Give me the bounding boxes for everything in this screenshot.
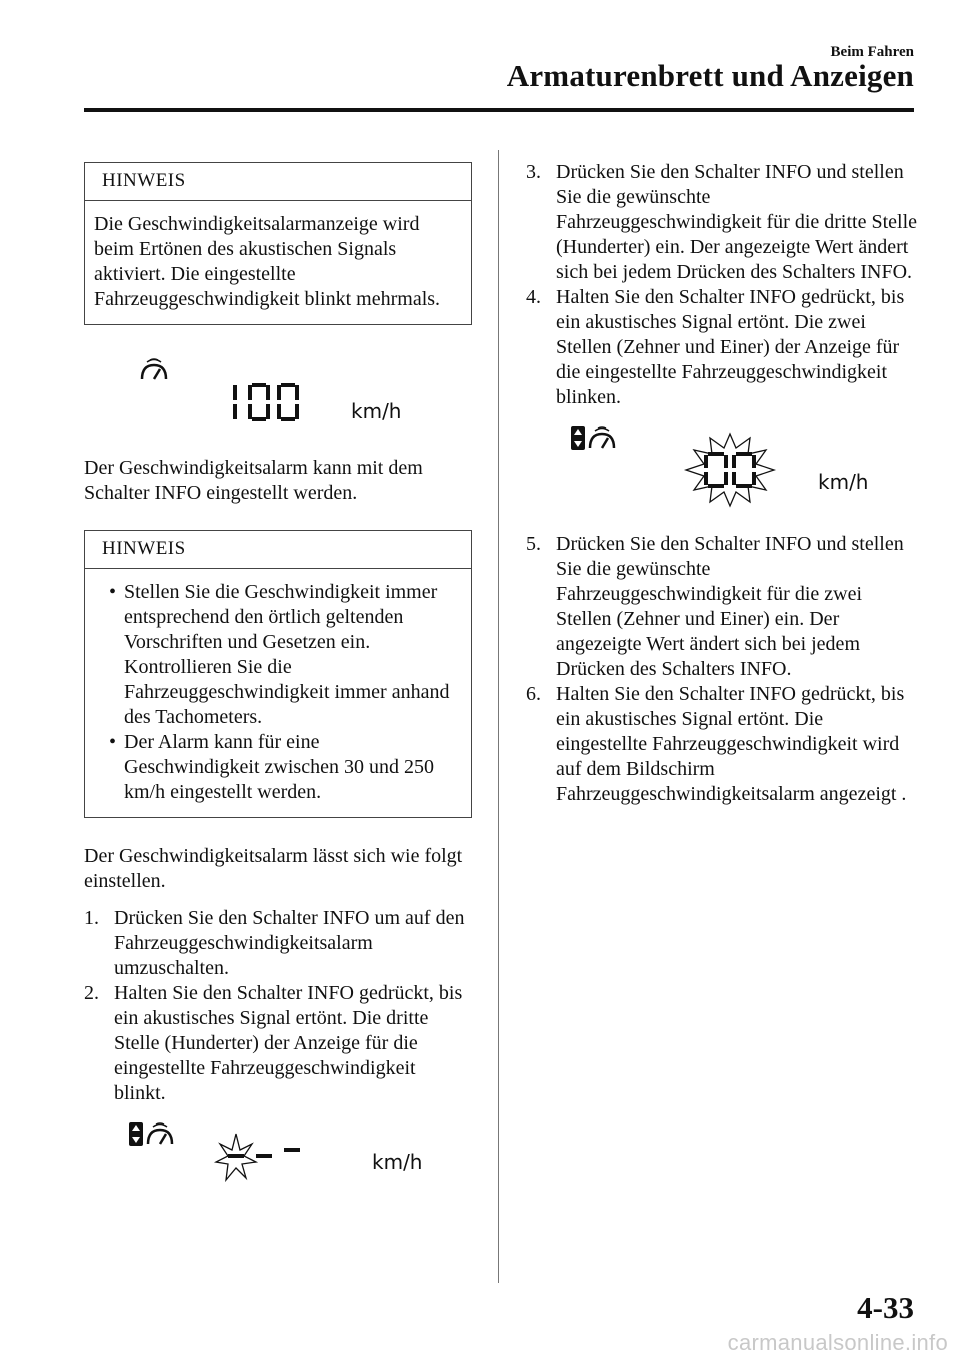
speed-unit-label: km/h bbox=[818, 470, 869, 494]
step-text: Halten Sie den Schalter INFO gedrückt, bis ein akustisches Signal ertönt. Die dritte Stelle (Hunderter) der Anzeige für die eingestellte Fahrzeuggeschwindigkeit blinkt. bbox=[114, 982, 463, 1104]
left-column bbox=[84, 162, 472, 1198]
column-divider bbox=[498, 150, 499, 1283]
bullet-text: Der Alarm kann für eine Geschwindigkeit zwischen 30 und 250 km/h eingestellt werden. bbox=[124, 731, 434, 803]
speed-readout-100 bbox=[230, 383, 302, 421]
header-rule bbox=[84, 108, 914, 112]
note-box-2 bbox=[84, 530, 472, 818]
note-body bbox=[85, 569, 471, 817]
note-title: HINWEIS bbox=[85, 531, 471, 569]
setup-paragraph: Der Geschwindigkeitsalarm lässt sich wie folgt einstellen. bbox=[84, 845, 463, 892]
speed-unit-label: km/h bbox=[351, 399, 402, 423]
step-item bbox=[526, 682, 918, 807]
bullet-icon: • bbox=[109, 731, 117, 753]
step-text: Halten Sie den Schalter INFO gedrückt, bis ein akustisches Signal ertönt. Die eingestellte Fahrzeuggeschwindigkeit wird auf dem Bildschirm Fahrzeuggeschwindigkeitsalarm angezeigt . bbox=[556, 683, 907, 805]
step-number: 6. bbox=[526, 683, 541, 705]
step-item bbox=[84, 906, 472, 981]
step-number: 5. bbox=[526, 533, 541, 555]
step-text: Drücken Sie den Schalter INFO und stellen Sie die gewünschte Fahrzeuggeschwindigkeit für die zwei Stellen (Zehner und Einer) ein. Der angezeigte Wert ändert sich bei jedem Drücken des Schalters INFO. bbox=[556, 533, 904, 680]
step-number: 4. bbox=[526, 286, 541, 308]
watermark: carmanualsonline.info bbox=[727, 1330, 948, 1355]
step-item bbox=[526, 532, 918, 682]
bullet-text: Stellen Sie die Geschwindigkeit immer entsprechend den örtlich geltenden Vorschriften und Gesetzen ein. Kontrollieren Sie die Fahrzeuggeschwindigkeit immer anhand des Tachometers. bbox=[124, 581, 450, 728]
speed-unit-label: km/h bbox=[372, 1150, 423, 1174]
step-number: 3. bbox=[526, 161, 541, 183]
speed-display-figure-100 bbox=[84, 357, 472, 457]
set-indicator-icon bbox=[570, 422, 620, 452]
bullet-icon: • bbox=[109, 581, 117, 603]
blinking-digit-readout bbox=[212, 1130, 312, 1190]
speed-alarm-icon bbox=[138, 357, 170, 387]
chapter-title: Armaturenbrett und Anzeigen bbox=[506, 58, 914, 93]
section-label: Beim Fahren bbox=[830, 44, 914, 60]
set-indicator-icon bbox=[128, 1118, 178, 1148]
speed-display-figure-hundreds-blink bbox=[84, 1118, 472, 1198]
blinking-digit-readout bbox=[682, 432, 778, 508]
step-item bbox=[526, 285, 918, 410]
step-number: 2. bbox=[84, 982, 99, 1004]
step-number: 1. bbox=[84, 907, 99, 929]
steps-list-right-a bbox=[526, 160, 918, 410]
step-item bbox=[526, 160, 918, 285]
note-box-1 bbox=[84, 162, 472, 325]
note-title: HINWEIS bbox=[85, 163, 471, 201]
speed-display-figure-ones-blink bbox=[526, 422, 918, 520]
intro-paragraph: Der Geschwindigkeitsalarm kann mit dem Schalter INFO eingestellt werden. bbox=[84, 457, 423, 504]
step-item bbox=[84, 981, 472, 1106]
note-body: Die Geschwindigkeitsalarmanzeige wird beim Ertönen des akustischen Signals aktiviert. Die eingestellte Fahrzeuggeschwindigkeit blinkt mehrmals. bbox=[94, 213, 441, 310]
right-column bbox=[526, 160, 918, 807]
note-bullet bbox=[94, 580, 457, 730]
note-bullet bbox=[94, 730, 457, 805]
steps-list-right-b bbox=[526, 532, 918, 807]
step-text: Drücken Sie den Schalter INFO um auf den Fahrzeuggeschwindigkeitsalarm umzuschalten. bbox=[114, 907, 465, 979]
note-bullets bbox=[94, 580, 457, 805]
page-number: 4-33 bbox=[857, 1290, 914, 1325]
step-text: Halten Sie den Schalter INFO gedrückt, bis ein akustisches Signal ertönt. Die zwei Stellen (Zehner und Einer) der Anzeige für die eingestellte Fahrzeuggeschwindigkeit blinken. bbox=[556, 286, 905, 408]
steps-list-left bbox=[84, 906, 472, 1106]
step-text: Drücken Sie den Schalter INFO und stellen Sie die gewünschte Fahrzeuggeschwindigkeit für die dritte Stelle (Hunderter) ein. Der angezeigte Wert ändert sich bei jedem Drücken des Schalters INFO. bbox=[556, 161, 918, 283]
